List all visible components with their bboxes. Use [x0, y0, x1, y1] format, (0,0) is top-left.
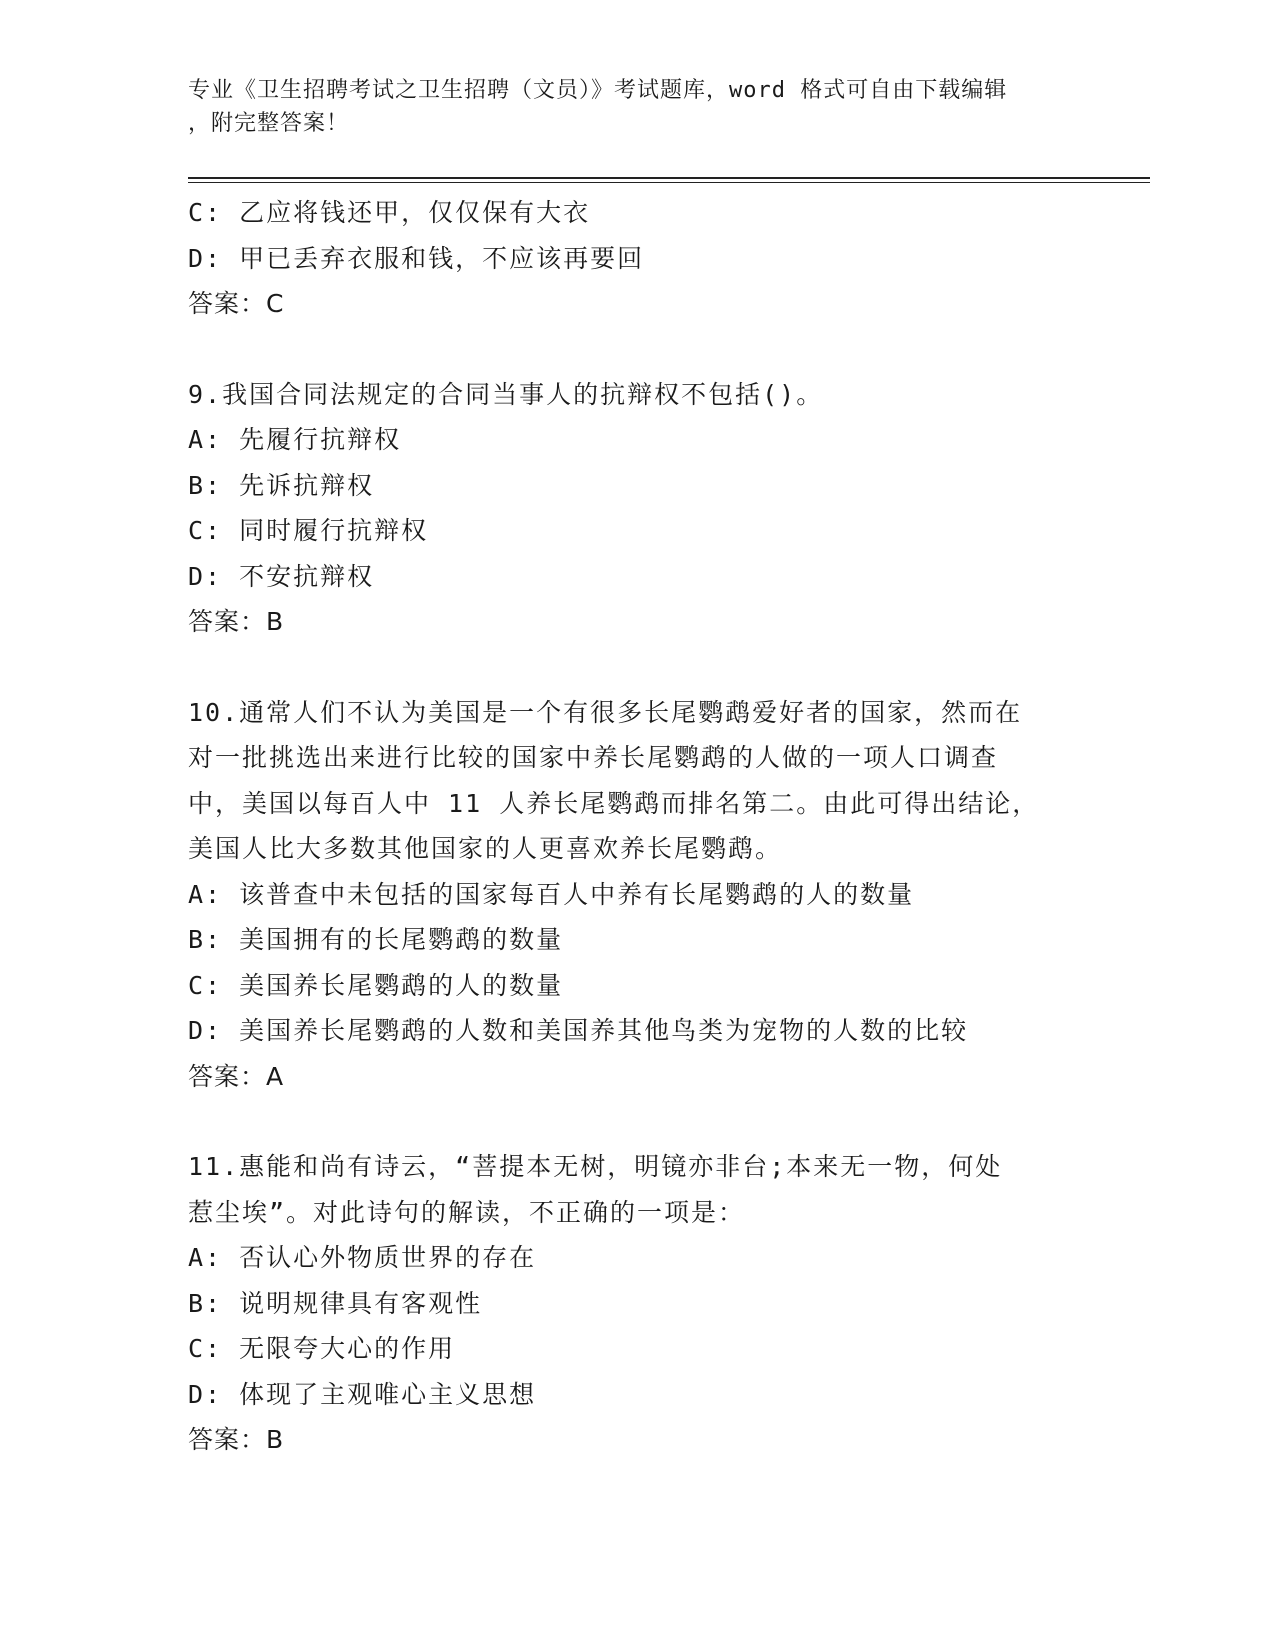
option-c: C: 无限夸大心的作用 [188, 1334, 456, 1363]
option-a: A: 先履行抗辩权 [188, 425, 402, 454]
question-stem: 对一批挑选出来进行比较的国家中养长尾鹦鹉的人做的一项人口调查 [188, 743, 999, 772]
question-stem: 惹尘埃”。对此诗句的解读，不正确的一项是： [188, 1197, 746, 1227]
header-rule-thick [188, 177, 1150, 179]
option-c: C: 同时履行抗辩权 [188, 516, 429, 545]
option-c: C: 乙应将钱还甲，仅仅保有大衣 [188, 198, 591, 227]
question-11 [188, 1144, 1088, 1463]
question-list [188, 190, 1088, 1463]
question-stem: 11.惠能和尚有诗云，“菩提本无树，明镜亦非台;本来无一物，何处 [188, 1152, 1003, 1181]
prev-question-block [188, 190, 1088, 327]
option-d: D: 不安抗辩权 [188, 561, 375, 591]
answer-line: 答案：B [188, 607, 285, 636]
question-stem: 10.通常人们不认为美国是一个有很多长尾鹦鹉爱好者的国家，然而在 [188, 697, 1023, 727]
question-9 [188, 372, 1088, 645]
question-stem: 中，美国以每百人中 11 人养长尾鹦鹉而排名第二。由此可得出结论， [188, 788, 1040, 818]
option-a: A: 该普查中未包括的国家每百人中养有长尾鹦鹉的人的数量 [188, 879, 915, 909]
option-d: D: 体现了主观唯心主义思想 [188, 1379, 537, 1409]
header-line-1: 专业《卫生招聘考试之卫生招聘（文员）》考试题库，word 格式可自由下载编辑 [188, 78, 1008, 103]
option-b: B: 说明规律具有客观性 [188, 1288, 483, 1318]
document-header [188, 74, 1068, 140]
answer-line: 答案：C [188, 289, 285, 318]
question-stem: 9.我国合同法规定的合同当事人的抗辩权不包括()。 [188, 379, 824, 409]
option-b: B: 美国拥有的长尾鹦鹉的数量 [188, 925, 564, 954]
answer-line: 答案：A [188, 1061, 285, 1091]
answer-line: 答案：B [188, 1425, 285, 1454]
header-line-2: ，附完整答案！ [188, 111, 350, 136]
option-b: B: 先诉抗辩权 [188, 470, 375, 500]
question-10 [188, 690, 1088, 1100]
option-d: D: 美国养长尾鹦鹉的人数和美国养其他鸟类为宠物的人数的比较 [188, 1016, 969, 1045]
question-stem: 美国人比大多数其他国家的人更喜欢养长尾鹦鹉。 [188, 834, 783, 863]
option-c: C: 美国养长尾鹦鹉的人的数量 [188, 970, 564, 1000]
option-d: D: 甲已丢弃衣服和钱，不应该再要回 [188, 243, 645, 273]
option-a: A: 否认心外物质世界的存在 [188, 1243, 537, 1272]
header-rule-thin [188, 182, 1150, 183]
